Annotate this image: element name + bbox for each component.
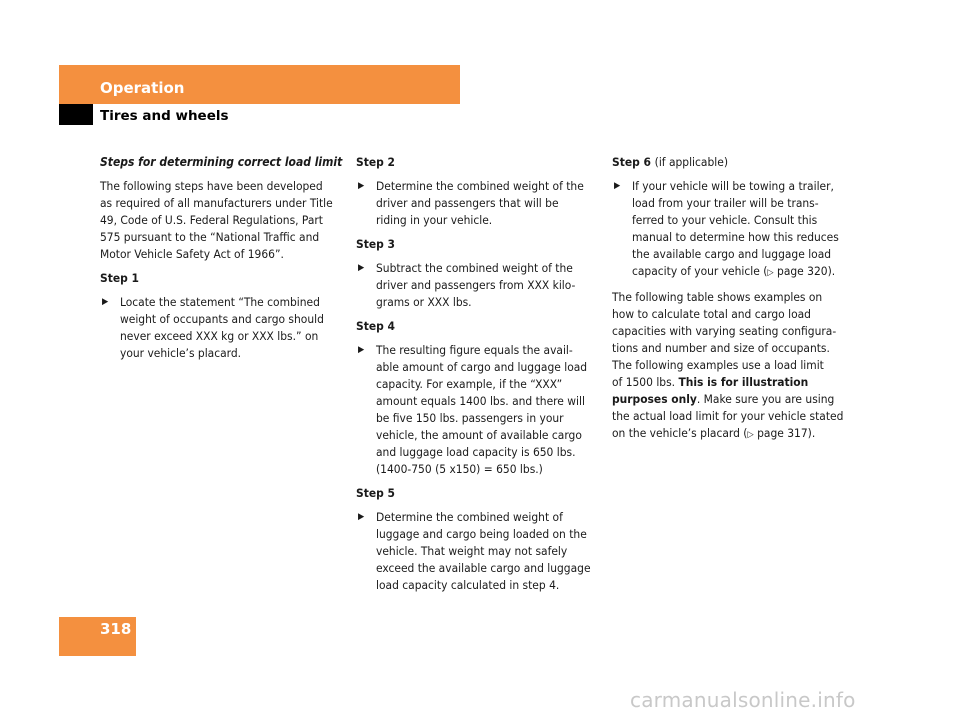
- text-line: If your vehicle will be towing a trailer,: [632, 179, 834, 193]
- text-line: of 1500 lbs.: [612, 375, 679, 389]
- step-6-label: [612, 154, 858, 171]
- text-line: Locate the statement “The combined: [120, 295, 320, 309]
- bullet-arrow-icon: ▶: [358, 512, 365, 522]
- text-line: driver and passengers that will be: [376, 196, 559, 210]
- step-4-item: [356, 342, 602, 478]
- text-line: the available cargo and luggage load: [632, 247, 832, 261]
- column-2: [356, 154, 602, 601]
- text-line: vehicle. That weight may not safely: [376, 544, 568, 558]
- subsection-title: Tires and wheels: [100, 108, 229, 124]
- watermark: carmanualsonline.info: [630, 688, 856, 712]
- text-line: able amount of cargo and luggage load: [376, 360, 588, 374]
- step-1-label: Step 1: [100, 271, 139, 285]
- text-line: . Make sure you are using: [696, 392, 835, 406]
- text-line: capacity. For example, if the “XXX”: [376, 377, 563, 391]
- step-6-item: [612, 178, 858, 282]
- text-line: load from your trailer will be trans-: [632, 196, 819, 210]
- step-3-item: [356, 260, 602, 311]
- text-line: ferred to your vehicle. Consult this: [632, 213, 818, 227]
- section-title: Operation: [100, 79, 185, 97]
- bullet-arrow-icon: ▶: [358, 263, 365, 273]
- bullet-arrow-icon: ▶: [614, 181, 621, 191]
- page-ref-arrow-icon: ▷: [747, 430, 754, 440]
- text-line: on the vehicle’s placard (: [612, 426, 748, 440]
- text-line: The resulting figure equals the avail-: [376, 343, 573, 357]
- intro-paragraph: [100, 178, 346, 263]
- step-4-label: Step 4: [356, 319, 395, 333]
- page-number: 318: [100, 620, 132, 638]
- page-reference-link[interactable]: page 320).: [777, 264, 836, 278]
- text-line: your vehicle’s placard.: [120, 346, 242, 360]
- text-line: Determine the combined weight of: [376, 510, 563, 524]
- load-limit-heading: Steps for determining correct load limit: [100, 155, 343, 169]
- step-2-item: [356, 178, 602, 229]
- emphasis-text: purposes only: [612, 392, 697, 406]
- text-line: Subtract the combined weight of the: [376, 261, 573, 275]
- page-ref-arrow-icon: ▷: [767, 268, 774, 278]
- text-line: driver and passengers from XXX kilo-: [376, 278, 576, 292]
- text-line: capacities with varying seating configura-: [612, 324, 837, 338]
- text-line: capacity of your vehicle (: [632, 264, 768, 278]
- text-line: and luggage load capacity is 650 lbs.: [376, 445, 576, 459]
- step-3-label: Step 3: [356, 237, 395, 251]
- text-line: The following table shows examples on: [612, 290, 823, 304]
- text-line: riding in your vehicle.: [376, 213, 493, 227]
- text-line: weight of occupants and cargo should: [120, 312, 324, 326]
- page-reference-link[interactable]: page 317).: [757, 426, 816, 440]
- bullet-arrow-icon: ▶: [358, 181, 365, 191]
- bullet-arrow-icon: ▶: [358, 345, 365, 355]
- column-1: [100, 154, 346, 369]
- step-5-label: Step 5: [356, 486, 395, 500]
- text-line: tions and number and size of occupants.: [612, 341, 830, 355]
- text-line: The following steps have been developed: [100, 179, 323, 193]
- column-3: [612, 154, 858, 451]
- step-6-note: (if applicable): [654, 155, 728, 169]
- text-line: vehicle, the amount of available cargo: [376, 428, 582, 442]
- examples-paragraph: [612, 289, 858, 444]
- text-line: be five 150 lbs. passengers in your: [376, 411, 564, 425]
- step-2-label: Step 2: [356, 155, 395, 169]
- bullet-arrow-icon: ▶: [102, 297, 109, 307]
- text-line: 49, Code of U.S. Federal Regulations, Part: [100, 213, 323, 227]
- text-line: the actual load limit for your vehicle stated: [612, 409, 844, 423]
- text-line: manual to determine how this reduces: [632, 230, 839, 244]
- text-line: never exceed XXX kg or XXX lbs.” on: [120, 329, 319, 343]
- text-line: 575 pursuant to the “National Traffic and: [100, 230, 320, 244]
- step-6-title: Step 6: [612, 155, 651, 169]
- text-line: luggage and cargo being loaded on the: [376, 527, 587, 541]
- text-line: grams or XXX lbs.: [376, 295, 472, 309]
- step-1-item: [100, 294, 346, 362]
- text-line: Motor Vehicle Safety Act of 1966”.: [100, 247, 284, 261]
- text-line: how to calculate total and cargo load: [612, 307, 811, 321]
- emphasis-text: This is for illustration: [678, 375, 809, 389]
- text-line: Determine the combined weight of the: [376, 179, 584, 193]
- header-tab-marker: [59, 104, 93, 125]
- step-5-item: [356, 509, 602, 594]
- text-line: as required of all manufacturers under Title: [100, 196, 333, 210]
- text-line: load capacity calculated in step 4.: [376, 578, 560, 592]
- text-line: exceed the available cargo and luggage: [376, 561, 591, 575]
- text-line: (1400-750 (5 x150) = 650 lbs.): [376, 462, 543, 476]
- text-line: The following examples use a load limit: [612, 358, 824, 372]
- text-line: amount equals 1400 lbs. and there will: [376, 394, 585, 408]
